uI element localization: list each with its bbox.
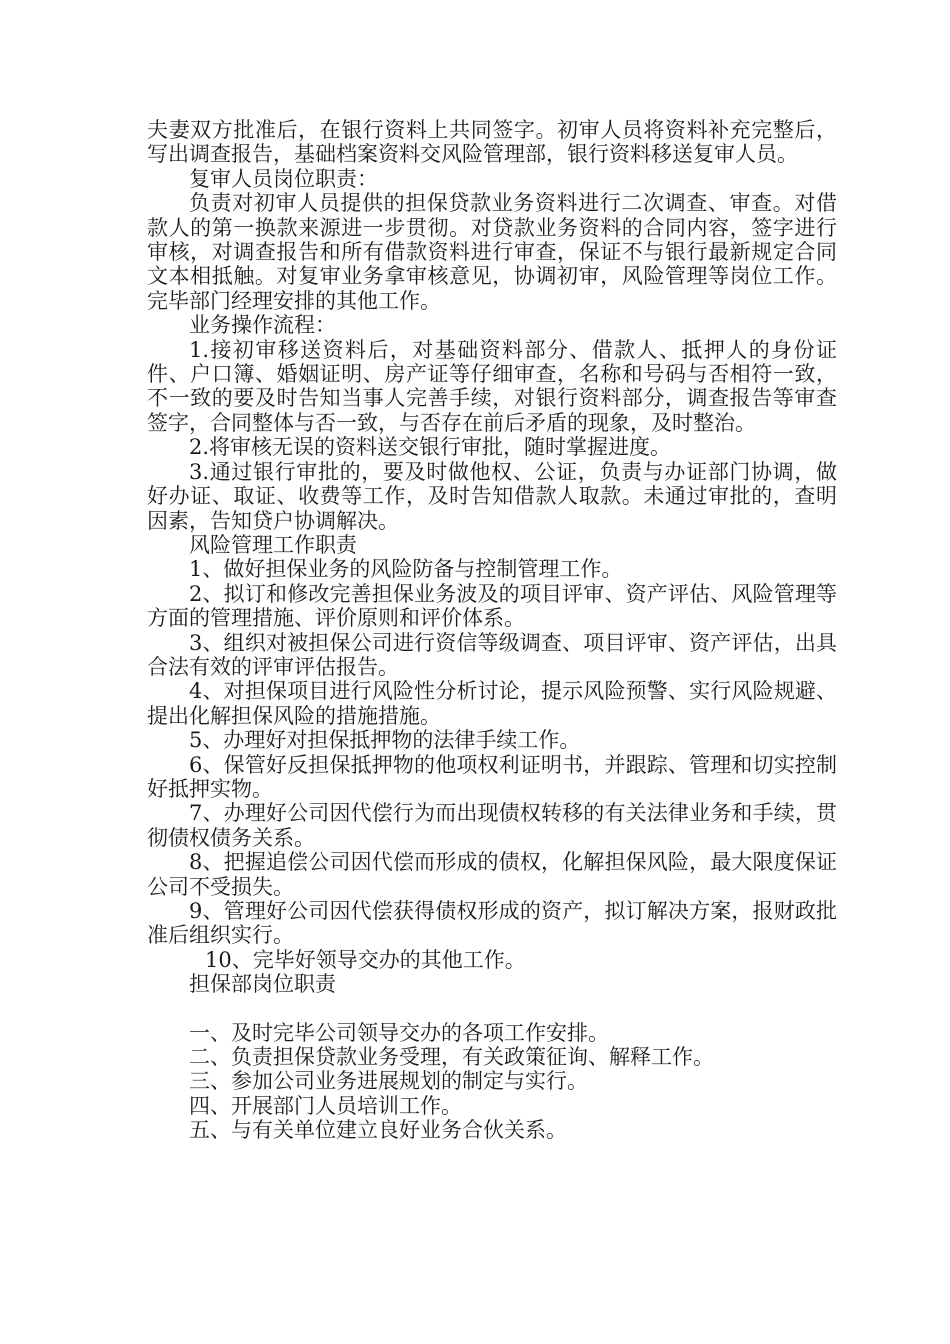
heading-reviewer-duties: 复审人员岗位职责： — [189, 166, 378, 191]
heading-risk-management: 风险管理工作职责 — [189, 532, 357, 557]
risk-item-2: 2、拟订和修改完善担保业务波及的项目评审、资产评估、风险管理等方面的管理措施、评价原则和评价体系。 — [147, 581, 837, 631]
document-page — [147, 118, 837, 1143]
dept-item-1: 一、及时完毕公司领导交办的各项工作安排。 — [189, 1020, 609, 1045]
dept-item-4: 四、开展部门人员培训工作。 — [189, 1093, 462, 1118]
risk-item-3: 3、组织对被担保公司进行资信等级调查、项目评审、资产评估，出具合法有效的评审评估报告。 — [147, 630, 837, 679]
heading-business-process: 业务操作流程： — [189, 313, 336, 338]
blank-line — [147, 997, 837, 1021]
dept-item-2: 二、负责担保贷款业务受理，有关政策征询、解释工作。 — [189, 1045, 714, 1070]
heading-guarantee-dept: 担保部岗位职责 — [189, 972, 336, 997]
risk-item-1: 1、做好担保业务的风险防备与控制管理工作。 — [189, 557, 623, 582]
process-step-1: 1.接初审移送资料后，对基础资料部分、借款人、抵押人的身份证件、户口簿、婚姻证明、房产证等仔细审查，名称和号码与否相符一致，不一致的要及时告知当事人完善手续，对银行资料部分，调查报告等审查签字，合同整体与否一致，与否存在前后矛盾的现象，及时整治。 — [147, 337, 837, 435]
process-step-3: 3.通过银行审批的，要及时做他权、公证，负责与办证部门协调，做好办证、取证、收费等工作，及时告知借款人取款。未通过审批的，查明因素，告知贷户协调解决。 — [147, 459, 837, 533]
risk-item-10: 10、完毕好领导交办的其他工作。 — [205, 947, 526, 972]
paragraph-continuation: 夫妻双方批准后，在银行资料上共同签字。初审人员将资料补充完整后，写出调查报告，基础档案资料交风险管理部，银行资料移送复审人员。 — [147, 118, 837, 167]
risk-item-5: 5、办理好对担保抵押物的法律手续工作。 — [189, 728, 581, 753]
risk-item-8: 8、把握追偿公司因代偿而形成的债权，化解担保风险，最大限度保证公司不受损失。 — [147, 850, 837, 899]
risk-item-6: 6、保管好反担保抵押物的他项权利证明书，并跟踪、管理和切实控制好抵押实物。 — [147, 752, 837, 801]
dept-item-5: 五、与有关单位建立良好业务合伙关系。 — [189, 1118, 567, 1143]
risk-item-7: 7、办理好公司因代偿行为而出现债权转移的有关法律业务和手续，贯彻债权债务关系。 — [147, 801, 837, 850]
paragraph-reviewer-duties: 负责对初审人员提供的担保贷款业务资料进行二次调查、审查。对借款人的第一换款来源进一步贯彻。对贷款业务资料的合同内容，签字进行审核，对调查报告和所有借款资料进行审查，保证不与银行最新规定合同文本相抵触。对复审业务拿审核意见，协调初审，风险管理等岗位工作。完毕部门经理安排的其他工作。 — [147, 191, 837, 313]
risk-item-4: 4、对担保项目进行风险性分析讨论，提示风险预警、实行风险规避、提出化解担保风险的措施措施。 — [147, 679, 837, 728]
dept-item-3: 三、参加公司业务进展规划的制定与实行。 — [189, 1069, 588, 1094]
process-step-2: 2.将审核无误的资料送交银行审批，随时掌握进度。 — [189, 435, 672, 460]
risk-item-9: 9、管理好公司因代偿获得债权形成的资产，拟订解决方案，报财政批准后组织实行。 — [147, 899, 837, 948]
